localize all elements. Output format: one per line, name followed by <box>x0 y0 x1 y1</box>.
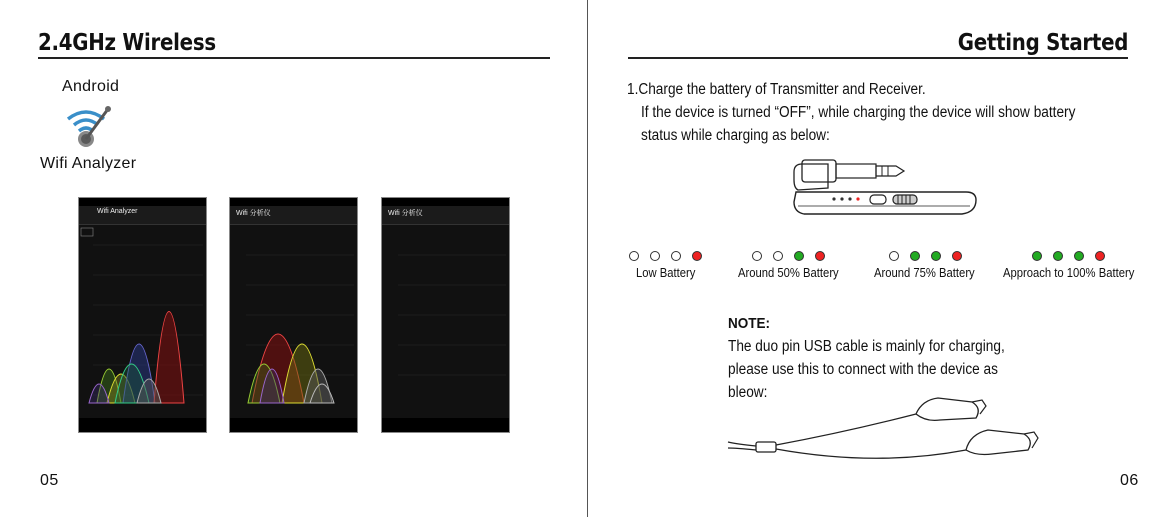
nav-bar <box>79 418 206 432</box>
page-number: 06 <box>1120 472 1139 489</box>
status-bar <box>230 198 357 206</box>
led-indicator <box>1074 251 1084 261</box>
phone-screenshot-3 <box>381 197 510 433</box>
led-indicator <box>952 251 962 261</box>
note-line3: bleow: <box>728 384 768 401</box>
status-bar <box>382 198 509 206</box>
app-title: Wifi 分析仪 <box>236 210 271 217</box>
led-indicator <box>1053 251 1063 261</box>
app-title: Wifi Analyzer <box>97 208 138 215</box>
led-indicator <box>815 251 825 261</box>
led-indicator <box>629 251 639 261</box>
platform-label: Android <box>62 78 120 95</box>
page-title: 2.4GHz Wireless <box>38 30 216 56</box>
note-title: NOTE: <box>728 315 771 332</box>
step1-line1: 1.Charge the battery of Transmitter and Receiver. <box>627 81 926 98</box>
led-indicator <box>1095 251 1105 261</box>
phone-screenshot-1 <box>78 197 207 433</box>
led-indicator <box>1032 251 1042 261</box>
battery-label-50: Around 50% Battery <box>738 266 839 280</box>
battery-state-low <box>629 247 713 265</box>
step1-line2: If the device is turned “OFF”, while charging the device will show battery <box>641 104 1076 121</box>
title-rule <box>38 57 550 59</box>
led-indicator <box>910 251 920 261</box>
note-line1: The duo pin USB cable is mainly for charging, <box>728 338 1005 355</box>
title-rule <box>628 57 1128 59</box>
wifi-channel-graph <box>230 225 358 420</box>
note-line2: please use this to connect with the device as <box>728 361 998 378</box>
step1-line3: status while charging as below: <box>641 127 830 144</box>
transmitter-illustration <box>790 158 980 220</box>
led-indicator <box>794 251 804 261</box>
led-indicator <box>773 251 783 261</box>
status-bar <box>79 198 206 206</box>
led-indicator <box>889 251 899 261</box>
battery-label-low: Low Battery <box>636 266 696 280</box>
phone-screenshot-2 <box>229 197 358 433</box>
led-indicator <box>692 251 702 261</box>
page-title: Getting Started <box>957 30 1128 56</box>
wifi-analyzer-icon <box>64 103 114 149</box>
led-indicator <box>931 251 941 261</box>
battery-state-50 <box>752 247 836 265</box>
wifi-channel-graph <box>79 225 207 420</box>
nav-bar <box>230 418 357 432</box>
battery-state-100 <box>1032 247 1116 265</box>
wifi-channel-graph <box>382 225 510 420</box>
usb-cable-illustration <box>726 392 1041 482</box>
battery-state-75 <box>889 247 973 265</box>
led-indicator <box>650 251 660 261</box>
app-label: Wifi Analyzer <box>40 155 137 172</box>
battery-label-100: Approach to 100% Battery <box>1003 266 1135 280</box>
led-indicator <box>752 251 762 261</box>
app-title: Wifi 分析仪 <box>388 210 423 217</box>
battery-label-75: Around 75% Battery <box>874 266 975 280</box>
led-indicator <box>671 251 681 261</box>
page-number: 05 <box>40 472 59 489</box>
nav-bar <box>382 418 509 432</box>
